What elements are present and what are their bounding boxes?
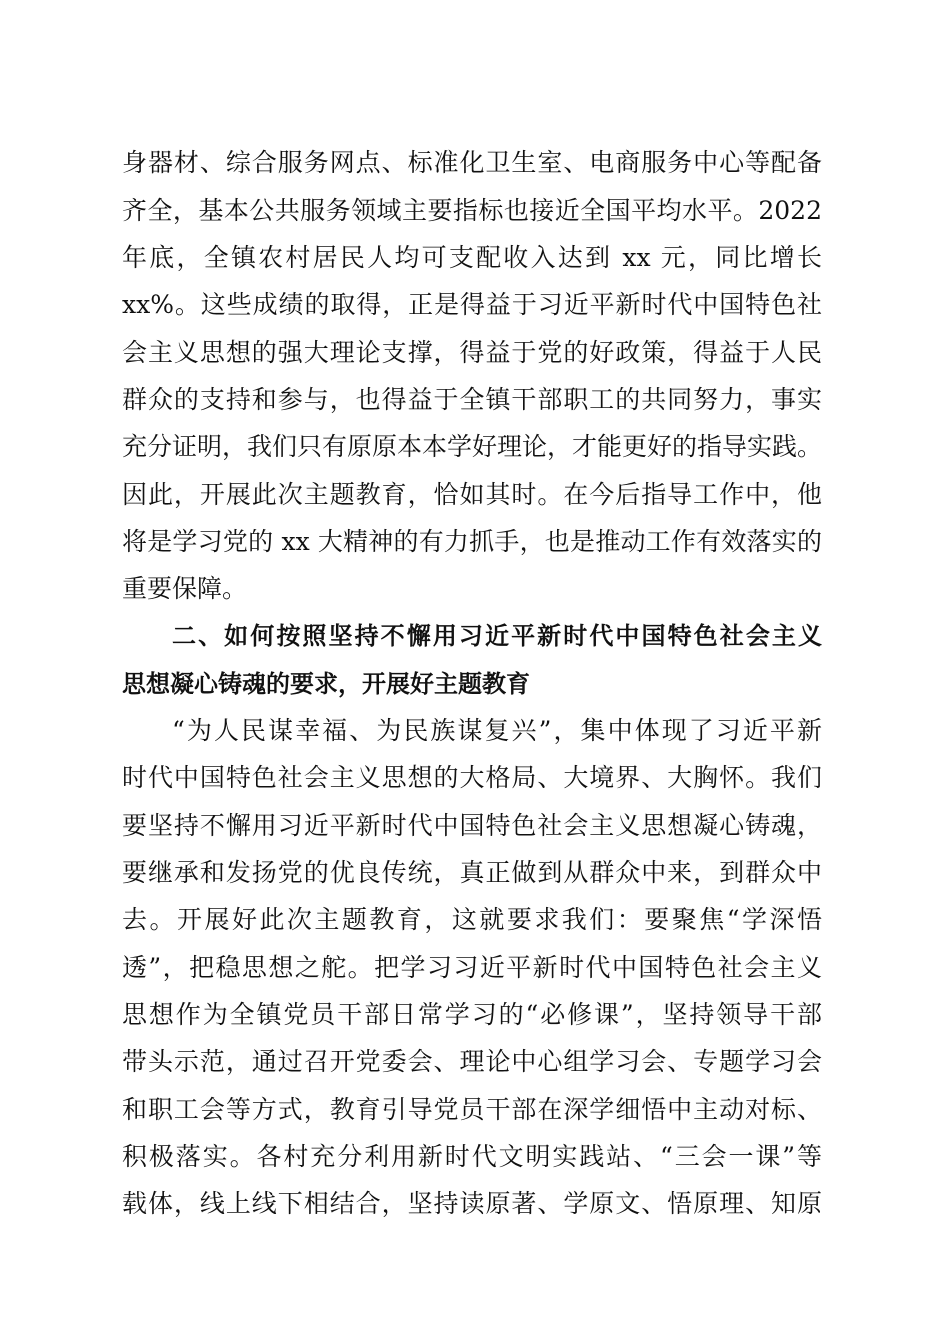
heading-line: 二、如何按照坚持不懈用习近平新时代中国特色社会主义 <box>172 622 822 650</box>
text-line: 时代中国特色社会主义思想的大格局、大境界、大胸怀。我们 <box>122 763 822 792</box>
text-line: 会主义思想的强大理论支撑，得益于党的好政策，得益于人民 <box>122 338 822 367</box>
text-line: 身器材、综合服务网点、标准化卫生室、电商服务中心等配备 <box>122 148 822 177</box>
text-line: 年底，全镇农村居民人均可支配收入达到 xx 元，同比增长 <box>122 243 822 272</box>
text-line: 群众的支持和参与，也得益于全镇干部职工的共同努力，事实 <box>122 385 822 414</box>
text-line: “为人民谋幸福、为民族谋复兴”，集中体现了习近平新 <box>172 716 822 745</box>
text-line: 因此，开展此次主题教育，恰如其时。在今后指导工作中，他 <box>122 480 822 509</box>
text-line: 将是学习党的 xx 大精神的有力抓手，也是推动工作有效落实的 <box>122 527 822 556</box>
text-line: 积极落实。各村充分利用新时代文明实践站、“三会一课”等 <box>122 1142 822 1171</box>
text-line: 要坚持不懈用习近平新时代中国特色社会主义思想凝心铸魂， <box>122 811 822 840</box>
text-line: 带头示范，通过召开党委会、理论中心组学习会、专题学习会 <box>122 1047 822 1076</box>
text-line: 透”，把稳思想之舵。把学习习近平新时代中国特色社会主义 <box>122 953 822 982</box>
text-line: 去。开展好此次主题教育，这就要求我们：要聚焦“学深悟 <box>122 905 822 934</box>
text-line: 思想作为全镇党员干部日常学习的“必修课”，坚持领导干部 <box>122 1000 822 1029</box>
heading-line: 思想凝心铸魂的要求，开展好主题教育 <box>122 670 530 698</box>
text-line: 和职工会等方式，教育引导党员干部在深学细悟中主动对标、 <box>122 1095 822 1124</box>
text-line: 充分证明，我们只有原原本本学好理论，才能更好的指导实践。 <box>122 432 822 461</box>
text-line: 重要保障。 <box>122 574 248 603</box>
text-line: 齐全，基本公共服务领域主要指标也接近全国平均水平。2022 <box>122 196 822 225</box>
text-line: xx%。这些成绩的取得，正是得益于习近平新时代中国特色社 <box>122 290 822 319</box>
text-line: 要继承和发扬党的优良传统，真正做到从群众中来，到群众中 <box>122 858 822 887</box>
text-line: 载体，线上线下相结合，坚持读原著、学原文、悟原理、知原 <box>122 1189 822 1218</box>
